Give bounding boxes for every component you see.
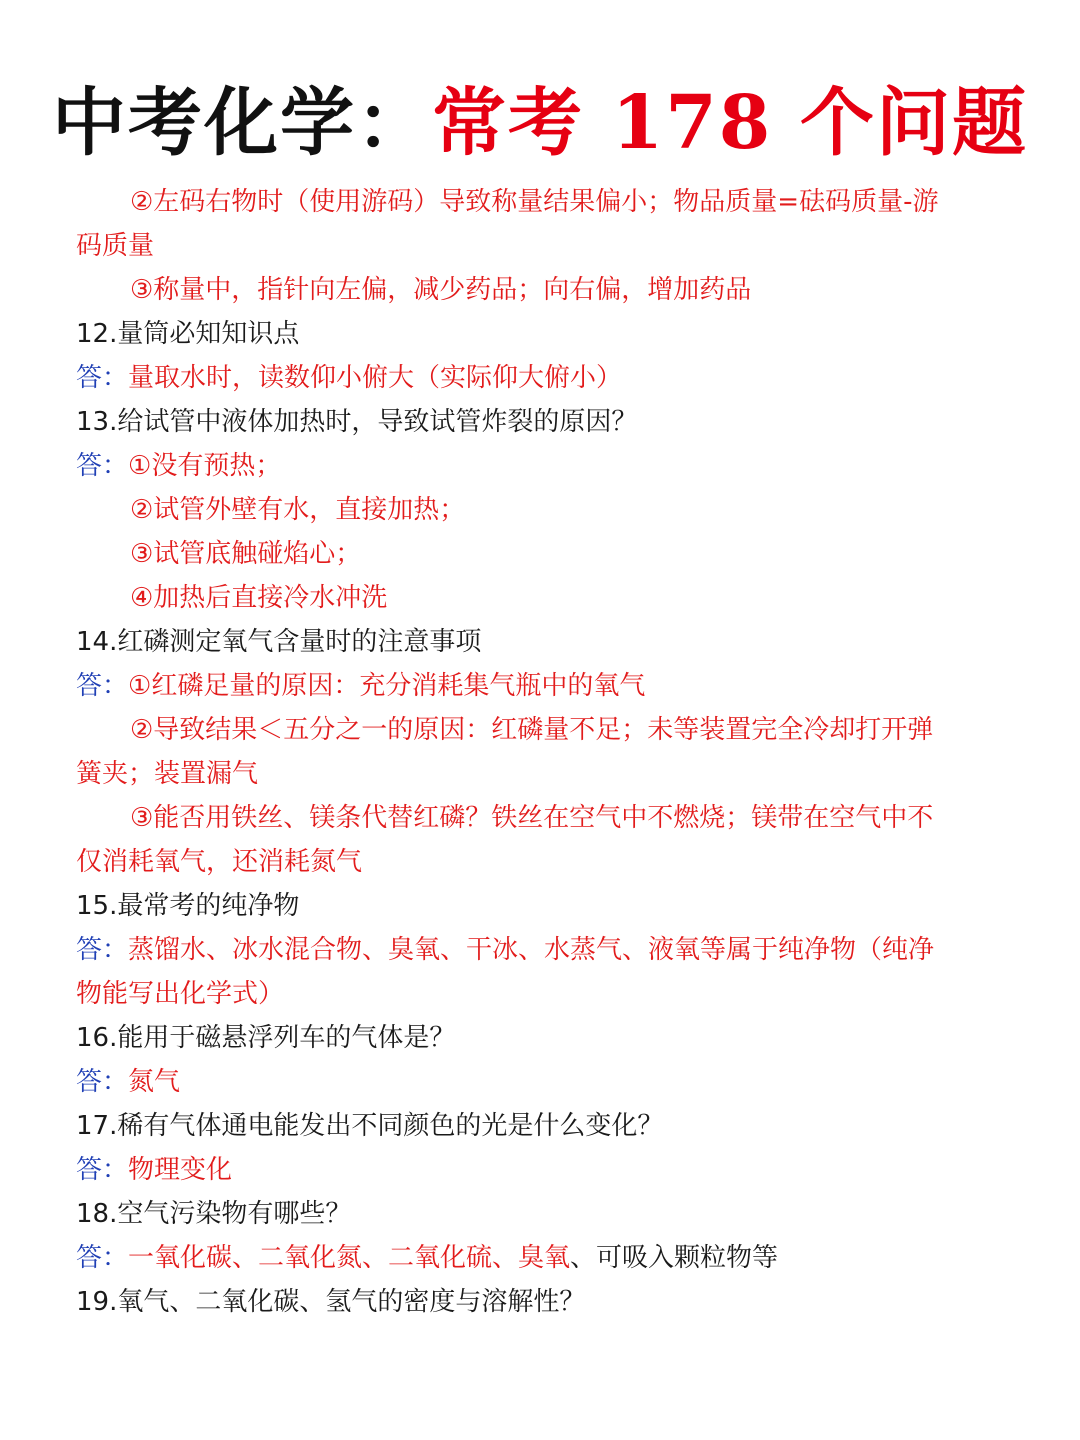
answer-text: 蒸馏水、冰水混合物、臭氧、干冰、水蒸气、液氧等属于纯净物（纯净 bbox=[128, 935, 935, 965]
answer-12 bbox=[76, 356, 996, 400]
answer-line: ②导致结果＜五分之一的原因：红磷量不足；未等装置完全冷却打开弹 bbox=[130, 715, 934, 745]
question-13: 13.给试管中液体加热时，导致试管炸裂的原因？ bbox=[76, 407, 638, 437]
answer-14 bbox=[76, 664, 996, 708]
answer-13 bbox=[76, 444, 996, 488]
answer-text: 量取水时，读数仰小俯大（实际仰大俯小） bbox=[128, 363, 623, 393]
title-prefix: 中考化学： bbox=[52, 80, 432, 166]
answer-text: 氮气 bbox=[128, 1067, 181, 1097]
answer-18 bbox=[76, 1236, 996, 1280]
answer-label: 答： bbox=[76, 1155, 129, 1185]
answer-line: ③称量中，指针向左偏，减少药品；向右偏，增加药品 bbox=[130, 275, 752, 305]
answer-line: ④加热后直接冷水冲洗 bbox=[130, 583, 388, 613]
answer-line: 物能写出化学式） bbox=[76, 979, 285, 1009]
question-15: 15.最常考的纯净物 bbox=[76, 891, 300, 921]
question-16: 16.能用于磁悬浮列车的气体是？ bbox=[76, 1023, 456, 1053]
answer-15 bbox=[76, 928, 996, 972]
answer-text: 物理变化 bbox=[128, 1155, 233, 1185]
answer-line: 簧夹；装置漏气 bbox=[76, 759, 259, 789]
answer-17 bbox=[76, 1148, 996, 1192]
answer-label: 答： bbox=[76, 935, 129, 965]
answer-label: 答： bbox=[76, 1243, 129, 1273]
answer-line: ②试管外壁有水，直接加热； bbox=[130, 495, 466, 525]
answer-text-plain: 、可吸入颗粒物等 bbox=[570, 1243, 779, 1273]
question-19: 19.氧气、二氧化碳、氢气的密度与溶解性？ bbox=[76, 1287, 586, 1317]
title-highlight: 常考 178 个问题 bbox=[432, 80, 1028, 166]
answer-line: 码质量 bbox=[76, 231, 155, 261]
question-14: 14.红磷测定氧气含量时的注意事项 bbox=[76, 627, 482, 657]
answer-label: 答： bbox=[76, 363, 129, 393]
document-body bbox=[76, 180, 996, 1324]
answer-line: ③能否用铁丝、镁条代替红磷？铁丝在空气中不燃烧；镁带在空气中不 bbox=[130, 803, 934, 833]
question-12: 12.量筒必知知识点 bbox=[76, 319, 300, 349]
page-title bbox=[0, 78, 1080, 168]
question-17: 17.稀有气体通电能发出不同颜色的光是什么变化？ bbox=[76, 1111, 664, 1141]
answer-line: 仅消耗氧气，还消耗氮气 bbox=[76, 847, 363, 877]
answer-text: 一氧化碳、二氧化氮、二氧化硫、臭氧 bbox=[128, 1243, 571, 1273]
answer-label: 答： bbox=[76, 451, 129, 481]
answer-label: 答： bbox=[76, 671, 129, 701]
answer-label: 答： bbox=[76, 1067, 129, 1097]
answer-16 bbox=[76, 1060, 996, 1104]
answer-text: ①没有预热； bbox=[128, 451, 282, 481]
answer-text: ①红磷足量的原因：充分消耗集气瓶中的氧气 bbox=[128, 671, 646, 701]
question-18: 18.空气污染物有哪些？ bbox=[76, 1199, 352, 1229]
answer-line: ②左码右物时（使用游码）导致称量结果偏小；物品质量=砝码质量-游 bbox=[130, 187, 939, 217]
answer-line: ③试管底触碰焰心； bbox=[130, 539, 362, 569]
